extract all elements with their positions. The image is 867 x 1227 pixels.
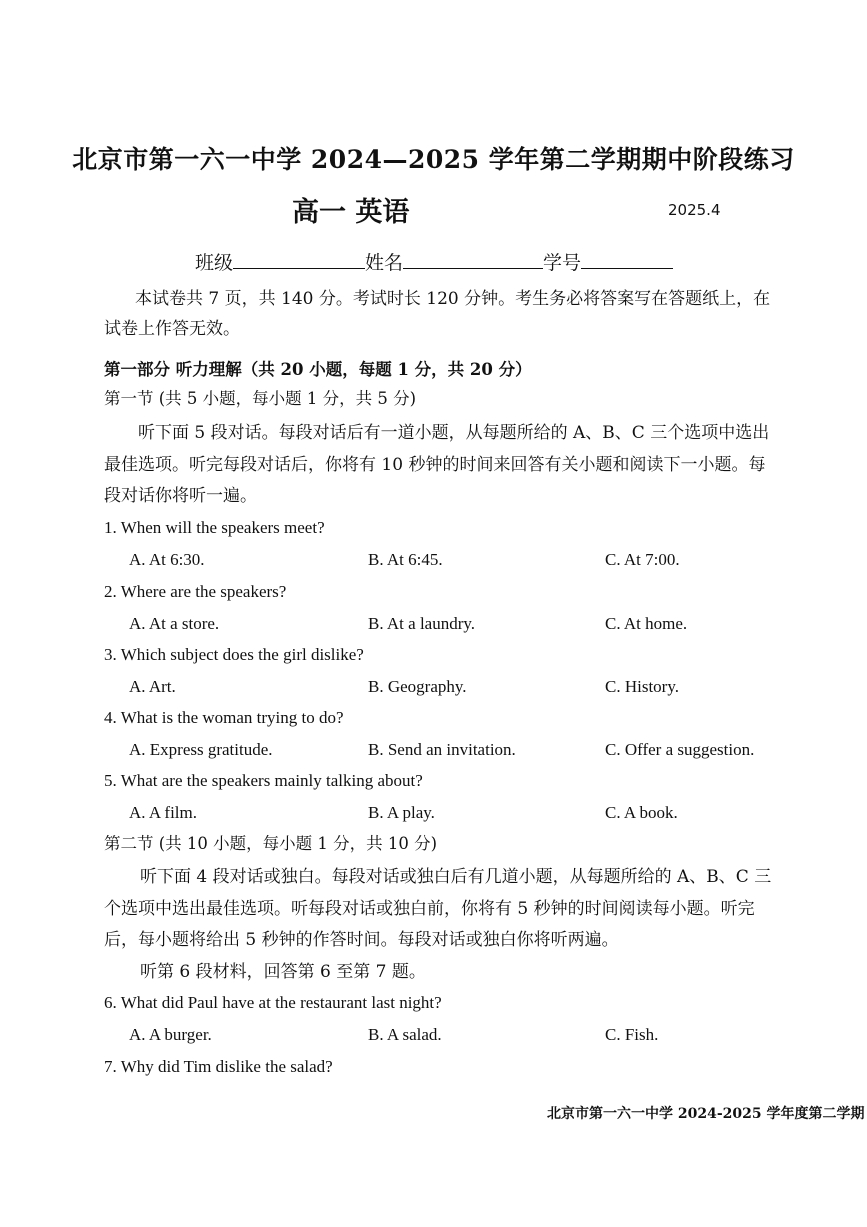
question-stem: 5. What are the speakers mainly talking about? [104,771,423,790]
option-c: C. At 7:00. [605,550,680,569]
exam-date: 2025.4 [668,201,721,219]
option-b: B. A play. [368,803,435,822]
option-a: A. Art. [129,677,176,696]
instructions-line-1: 本试卷共 7 页，共 140 分。考试时长 120 分钟。考生务必将答案写在答题纸上，在 [135,289,771,309]
part1-heading: 第一部分 听力理解（共 20 小题，每题 1 分，共 20 分） [104,360,532,379]
section2-directions-1: 听下面 4 段对话或独白。每段对话或独白后有几道小题，从每题所给的 A、B、C 三 [140,867,772,887]
question-stem: 2. Where are the speakers? [104,582,287,601]
question-stem: 3. Which subject does the girl dislike? [104,645,364,664]
name-label: 姓名 [365,252,404,274]
class-blank [233,250,365,269]
name-blank [403,250,543,269]
id-blank [581,250,673,269]
class-label: 班级 [195,252,234,274]
option-a: A. A burger. [129,1025,212,1044]
section2-heading: 第二节 (共 10 小题，每小题 1 分，共 10 分) [104,834,438,853]
section2-directions-2: 个选项中选出最佳选项。听每段对话或独白前，你将有 5 秒钟的时间阅读每小题。听完 [104,899,755,919]
material-note: 听第 6 段材料，回答第 6 至第 7 题。 [140,962,426,982]
option-a: A. Express gratitude. [129,740,273,759]
option-a: A. A film. [129,803,198,822]
option-b: B. At 6:45. [368,550,443,569]
option-c: C. Offer a suggestion. [605,740,755,759]
option-b: B. At a laundry. [368,614,476,633]
option-b: B. Geography. [368,677,467,696]
question-stem: 4. What is the woman trying to do? [104,708,344,727]
section1-heading: 第一节 (共 5 小题，每小题 1 分，共 5 分) [104,389,417,408]
instructions-line-2: 试卷上作答无效。 [104,319,240,339]
question-stem: 7. Why did Tim dislike the salad? [104,1057,333,1076]
question-stem: 6. What did Paul have at the restaurant last night? [104,993,442,1012]
question-stem: 1. When will the speakers meet? [104,518,325,537]
option-b: B. A salad. [368,1025,442,1044]
student-info-row [195,248,673,275]
section1-directions-2: 最佳选项。听完每段对话后，你将有 10 秒钟的时间来回答有关小题和阅读下一小题。每 [104,455,766,475]
option-b: B. Send an invitation. [368,740,516,759]
option-c: C. Fish. [605,1025,659,1044]
option-c: C. A book. [605,803,678,822]
section2-directions-3: 后，每小题将给出 5 秒钟的作答时间。每段对话或独白你将听两遍。 [104,930,619,950]
section1-directions-1: 听下面 5 段对话。每段对话后有一道小题，从每题所给的 A、B、C 三个选项中选出 [138,423,770,443]
section1-directions-3: 段对话你将听一遍。 [104,486,257,506]
option-a: A. At 6:30. [129,550,205,569]
subject-title: 高一 英语 [292,197,410,228]
exam-title: 北京市第一六一中学 2024—2025 学年第二学期期中阶段练习 [72,145,795,174]
option-c: C. At home. [605,614,688,633]
option-a: A. At a store. [129,614,220,633]
page-footer: 北京市第一六一中学 2024-2025 学年度第二学期 [547,1106,865,1122]
option-c: C. History. [605,677,679,696]
id-label: 学号 [543,252,582,274]
